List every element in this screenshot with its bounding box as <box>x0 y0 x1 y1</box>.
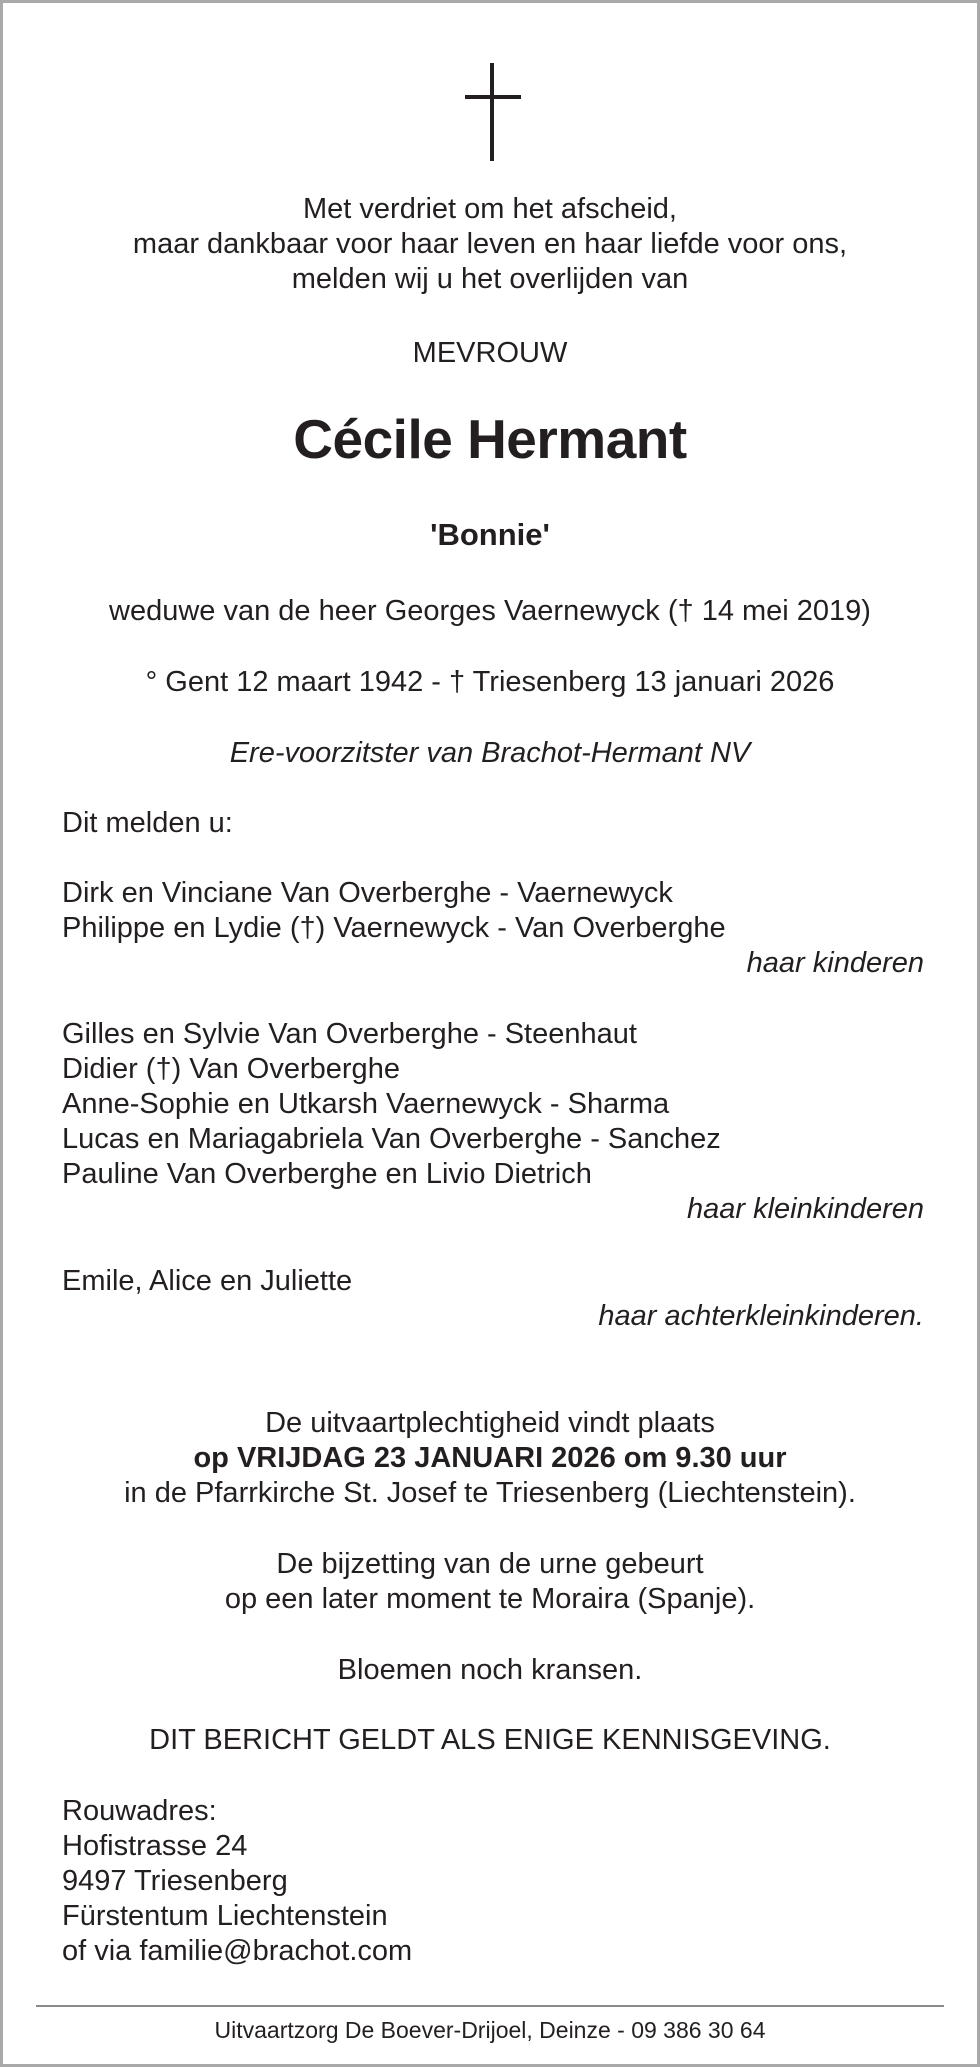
great-grandchild-name: Emile, Alice en Juliette <box>62 1265 353 1297</box>
funeral-director-footer: Uitvaartzorg De Boever-Drijoel, Deinze - 09 386 30 64 <box>214 2017 766 2043</box>
mourning-address <box>62 1794 924 1969</box>
funeral-date: op VRIJDAG 23 JANUARI 2026 om 9.30 uur <box>193 1442 787 1474</box>
salutation: MEVROUW <box>412 337 568 369</box>
address-heading: Rouwadres: <box>62 1795 217 1827</box>
intro-line-2: maar dankbaar voor haar leven en haar liefde voor ons, <box>132 228 848 260</box>
children-name: Philippe en Lydie (†) Vaernewyck - Van Overberghe <box>62 912 726 944</box>
grandchild-name: Anne-Sophie en Utkarsh Vaernewyck - Sharma <box>62 1088 670 1120</box>
address-street: Hofistrasse 24 <box>62 1830 248 1862</box>
notice-line: DIT BERICHT GELDT ALS ENIGE KENNISGEVING. <box>149 1724 831 1756</box>
nickname: 'Bonnie' <box>430 517 550 552</box>
burial-line-1: De bijzetting van de urne gebeurt <box>276 1548 704 1580</box>
flowers-note: Bloemen noch kransen. <box>337 1654 643 1686</box>
deceased-name: Cécile Hermant <box>293 408 687 470</box>
footer-divider <box>36 2005 944 2007</box>
dates-line: ° Gent 12 maart 1942 - † Triesenberg 13 januari 2026 <box>145 666 835 698</box>
intro-line-1: Met verdriet om het afscheid, <box>303 193 677 225</box>
widow-line: weduwe van de heer Georges Vaernewyck († 14 mei 2019) <box>109 595 871 627</box>
grandchild-name: Didier (†) Van Overberghe <box>62 1053 400 1085</box>
grandchild-name: Lucas en Mariagabriela Van Overberghe - Sanchez <box>62 1123 721 1155</box>
funeral-line-1: De uitvaartplechtigheid vindt plaats <box>265 1407 715 1439</box>
address-city: 9497 Triesenberg <box>62 1865 288 1897</box>
children-label: haar kinderen <box>746 947 924 979</box>
children-name: Dirk en Vinciane Van Overberghe - Vaernewyck <box>62 877 673 909</box>
grandchildren-label: haar kleinkinderen <box>687 1193 924 1225</box>
intro-text <box>3 192 977 297</box>
cross-icon <box>465 63 521 161</box>
announce-line: Dit melden u: <box>62 807 233 839</box>
address-email: of via familie@brachot.com <box>62 1935 413 1967</box>
intro-line-3: melden wij u het overlijden van <box>291 263 689 295</box>
funeral-info <box>3 1406 977 1511</box>
grandchild-name: Gilles en Sylvie Van Overberghe - Steenhaut <box>62 1018 637 1050</box>
role-line: Ere-voorzitster van Brachot-Hermant NV <box>229 737 751 769</box>
grandchildren-section <box>62 1017 924 1227</box>
address-country: Fürstentum Liechtenstein <box>62 1900 388 1932</box>
funeral-location: in de Pfarrkirche St. Josef te Triesenberg (Liechtenstein). <box>124 1477 856 1509</box>
great-grandchildren-section <box>62 1264 924 1334</box>
children-section <box>62 876 924 981</box>
great-grandchildren-label: haar achterkleinkinderen. <box>598 1300 924 1332</box>
grandchild-name: Pauline Van Overberghe en Livio Dietrich <box>62 1158 592 1190</box>
burial-info <box>3 1547 977 1617</box>
burial-line-2: op een later moment te Moraira (Spanje). <box>224 1583 756 1615</box>
